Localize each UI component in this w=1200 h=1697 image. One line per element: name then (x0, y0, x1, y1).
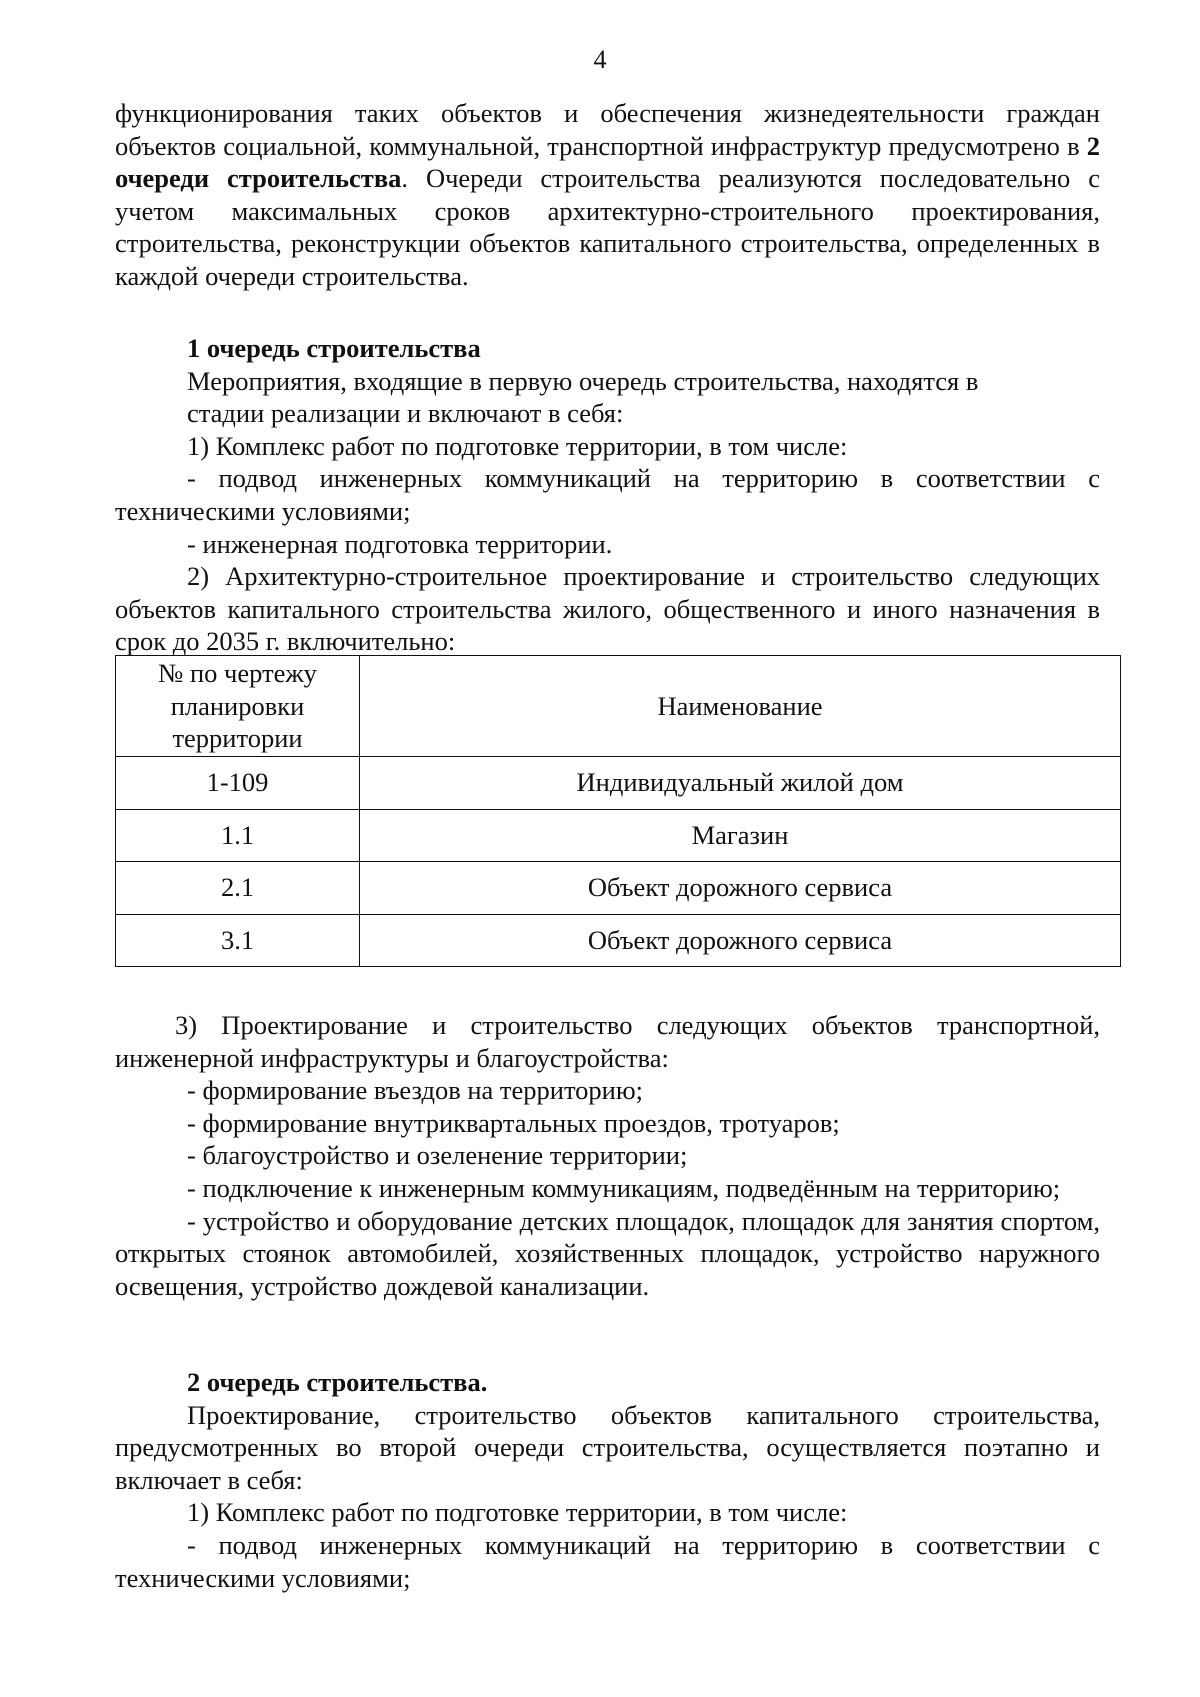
intro-text-continued: . Очереди строительства реализуются последовательно с учетом максимальных сроков архитектурно-строительного проектирования, строительства, реконструкции объектов капитального строительства, определенных в каждой очереди строительства. (115, 163, 1100, 291)
table-row (116, 809, 1121, 862)
intro-paragraph (115, 97, 1100, 293)
stage1-item3-sub2: - формирование внутриквартальных проездов, тротуаров; (187, 1107, 840, 1138)
stage2-intro: Проектирование, строительство объектов капитального строительства, предусмотренных во второй очереди строительства, осуществляется поэтапно и включает в себя: (115, 1399, 1100, 1495)
table-cell-name: Индивидуальный жилой дом (360, 757, 1121, 810)
stage2-item1: 1) Комплекс работ по подготовке территории, в том числе: (187, 1497, 848, 1528)
table-cell-name: Объект дорожного сервиса (360, 862, 1121, 915)
stage2-section (115, 1366, 1100, 1594)
stage1-item3-sub5: - устройство и оборудование детских площадок, площадок для занятия спортом, открытых стоянок автомобилей, хозяйственных площадок, устройство наружного освещения, устройство дождевой канализации. (115, 1205, 1100, 1301)
table-cell-name: Магазин (360, 809, 1121, 862)
table-cell-number: 2.1 (116, 862, 360, 915)
stage1-item1-sub2: - инженерная подготовка территории. (187, 528, 613, 559)
stage1-item3-sub3: - благоустройство и озеленение территории; (187, 1140, 688, 1171)
stage1-item3: 3) Проектирование и строительство следующих объектов транспортной, инженерной инфраструктуры и благоустройства: (115, 1010, 1100, 1073)
stage1-intro-line1: Мероприятия, входящие в первую очередь строительства, находятся в (187, 365, 979, 396)
table-header-number-line1: № по чертежу (158, 658, 317, 689)
table-row (116, 757, 1121, 810)
stage1-intro (115, 365, 1100, 430)
table-header-number-line3: территории (172, 723, 303, 754)
table-header-number-line2: планировки (170, 690, 305, 721)
page-number: 4 (593, 45, 607, 74)
construction-objects-table (115, 655, 1121, 967)
table-header-row (116, 656, 1121, 757)
table-header-name: Наименование (360, 656, 1121, 757)
stage1-item1: 1) Комплекс работ по подготовке территории, в том числе: (187, 430, 848, 461)
stage1-section (115, 332, 1100, 658)
stage1-heading: 1 очередь строительства (187, 333, 481, 363)
stage1-item3-sub4: - подключение к инженерным коммуникациям, подведённым на территорию; (187, 1172, 1061, 1203)
table-cell-number: 3.1 (116, 914, 360, 967)
stage1-item3-sub1: - формирование въездов на территорию; (187, 1075, 644, 1106)
intro-bold-text: 2 очереди строительства (115, 130, 1100, 194)
intro-text: функционирования таких объектов и обеспечения жизнедеятельности граждан объектов социальной, коммунальной, транспортной инфраструктур предусмотрено в (115, 98, 1100, 161)
stage1-item2: 2) Архитектурно-строительное проектирование и строительство следующих объектов капитального строительства жилого, общественного и иного назначения в срок до 2035 г. включительно: (115, 561, 1100, 657)
table-row (116, 914, 1121, 967)
stage1-item1-sub1: - подвод инженерных коммуникаций на территорию в соответствии с техническими условиями; (115, 463, 1100, 526)
stage1-intro-line2: стадии реализации и включают в себя: (187, 398, 624, 429)
table-cell-name: Объект дорожного сервиса (360, 914, 1121, 967)
table-cell-number: 1.1 (116, 809, 360, 862)
stage2-heading: 2 очередь строительства. (187, 1367, 488, 1397)
table-row (116, 862, 1121, 915)
table-cell-number: 1-109 (116, 757, 360, 810)
table-header-number (116, 656, 360, 757)
stage1-infrastructure-section (115, 1009, 1100, 1302)
stage2-item1-sub1: - подвод инженерных коммуникаций на территорию в соответствии с техническими условиями; (115, 1529, 1100, 1593)
